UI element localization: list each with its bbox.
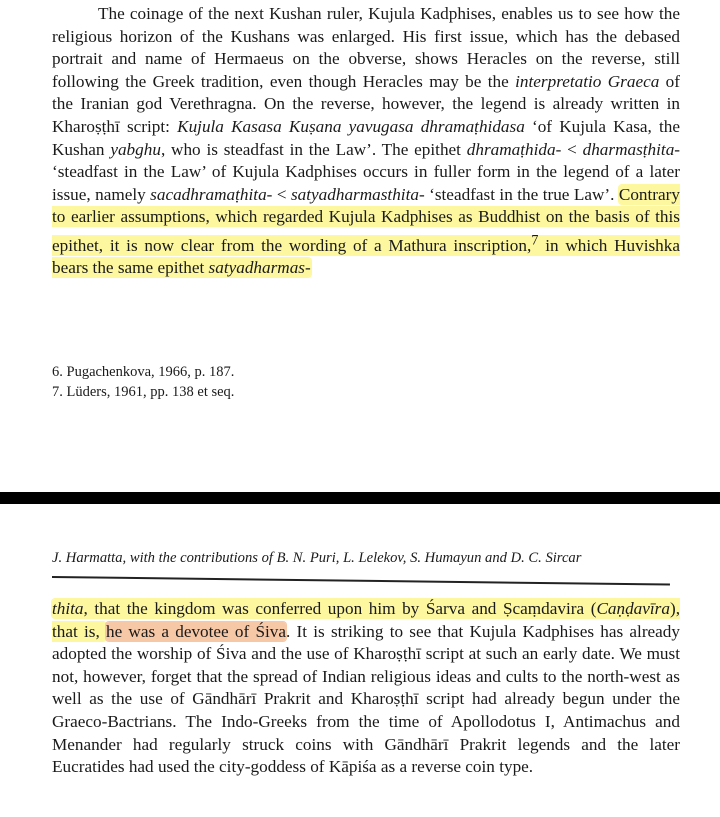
italic-term: interpretatio Graeca xyxy=(515,71,660,91)
footnote-ref: 7 xyxy=(531,231,539,248)
text-run: ‘steadfast in the true Law’. xyxy=(424,184,619,204)
highlight-text: in which Huvishka bears the same epithet xyxy=(52,235,680,278)
text-run: ‘of Kujula Kasa, the Kushan xyxy=(52,116,680,159)
text-run: of the Iranian god Verethragna. On the reverse, however, the legend is already written in Kharoṣṭhī script: xyxy=(52,71,680,136)
italic-term: satyadharmasthita- xyxy=(290,184,425,204)
italic-term: dharmasṭhita- xyxy=(582,139,681,159)
footnotes xyxy=(52,362,234,402)
running-head: J. Harmatta, with the contributions of B. N. Puri, L. Lelekov, S. Humayun and D. C. Sircar xyxy=(52,550,582,566)
highlight-italic-term: satyadharmas- xyxy=(208,258,311,278)
text-run: ‘steadfast in the Law’ of Kujula Kadphises occurs in fuller form in the legend of a later issue, namely xyxy=(52,162,680,204)
text-run: , who is steadfast in the Law’. The epithet xyxy=(160,139,467,159)
highlight-text: , that the kingdom was conferred upon him by Śarva and Ṣcaṃdavira ( xyxy=(83,599,597,618)
page-separator xyxy=(0,492,720,504)
text-run: < xyxy=(272,184,291,204)
highlighted-key-phrase: he was a devotee of Śiva xyxy=(105,621,287,641)
body-paragraph-bottom xyxy=(52,598,680,779)
italic-term: dhramaṭhida- xyxy=(466,139,562,159)
coin-legend: Kujula Kasasa Kuṣana yavugasa dhramaṭhidasa xyxy=(177,116,525,136)
footnote: 7. Lüders, 1961, pp. 138 et seq. xyxy=(52,384,235,400)
text-run: . It is striking to see that Kujula Kadphises has already adopted the worship of Śiva and the use of Kharoṣṭhī script at such an early date. We must not, however, forget that the spread of Indian religious ideas and cults to the north-west as well as the use of Gāndhārī Prakrit and Kharoṣṭhī script had already begun under the Graeco-Bactrians. The Indo-Greeks from the time of Apollodotus I, Antimachus and Menander had regularly struck coins with Gāndhārī Prakrit legends and the later Eucratides had used the city-goddess of Kāpiśa as a reverse coin type. xyxy=(52,621,680,777)
italic-term: sacadhramaṭhita- xyxy=(150,184,273,204)
bottom-page xyxy=(0,504,720,817)
body-paragraph-top xyxy=(52,3,680,280)
highlight-italic-term: Caṇḍavīra xyxy=(596,599,670,618)
highlight-text: Contrary to earlier assumptions, which regarded Kujula Kadphises as Buddhist on the basis of this epithet, it is now clear from the wording of a Mathura inscription, xyxy=(52,184,680,255)
text-run: The coinage of the next Kushan ruler, Kujula Kadphises, enables us to see how the religious horizon of the Kushans was enlarged. His first issue, which has the debased portrait and name of Hermaeus on the obverse, shows Heracles on the reverse, still following the Greek tradition, even though Heracles may be the xyxy=(52,4,680,91)
highlight-text: ), that is, xyxy=(52,599,680,641)
text-run: < xyxy=(561,139,583,159)
footnote: 6. Pugachenkova, 1966, p. 187. xyxy=(52,364,235,380)
italic-term: yabghu xyxy=(110,139,161,159)
highlight-italic-term: thita xyxy=(52,599,84,618)
header-rule xyxy=(52,576,670,586)
